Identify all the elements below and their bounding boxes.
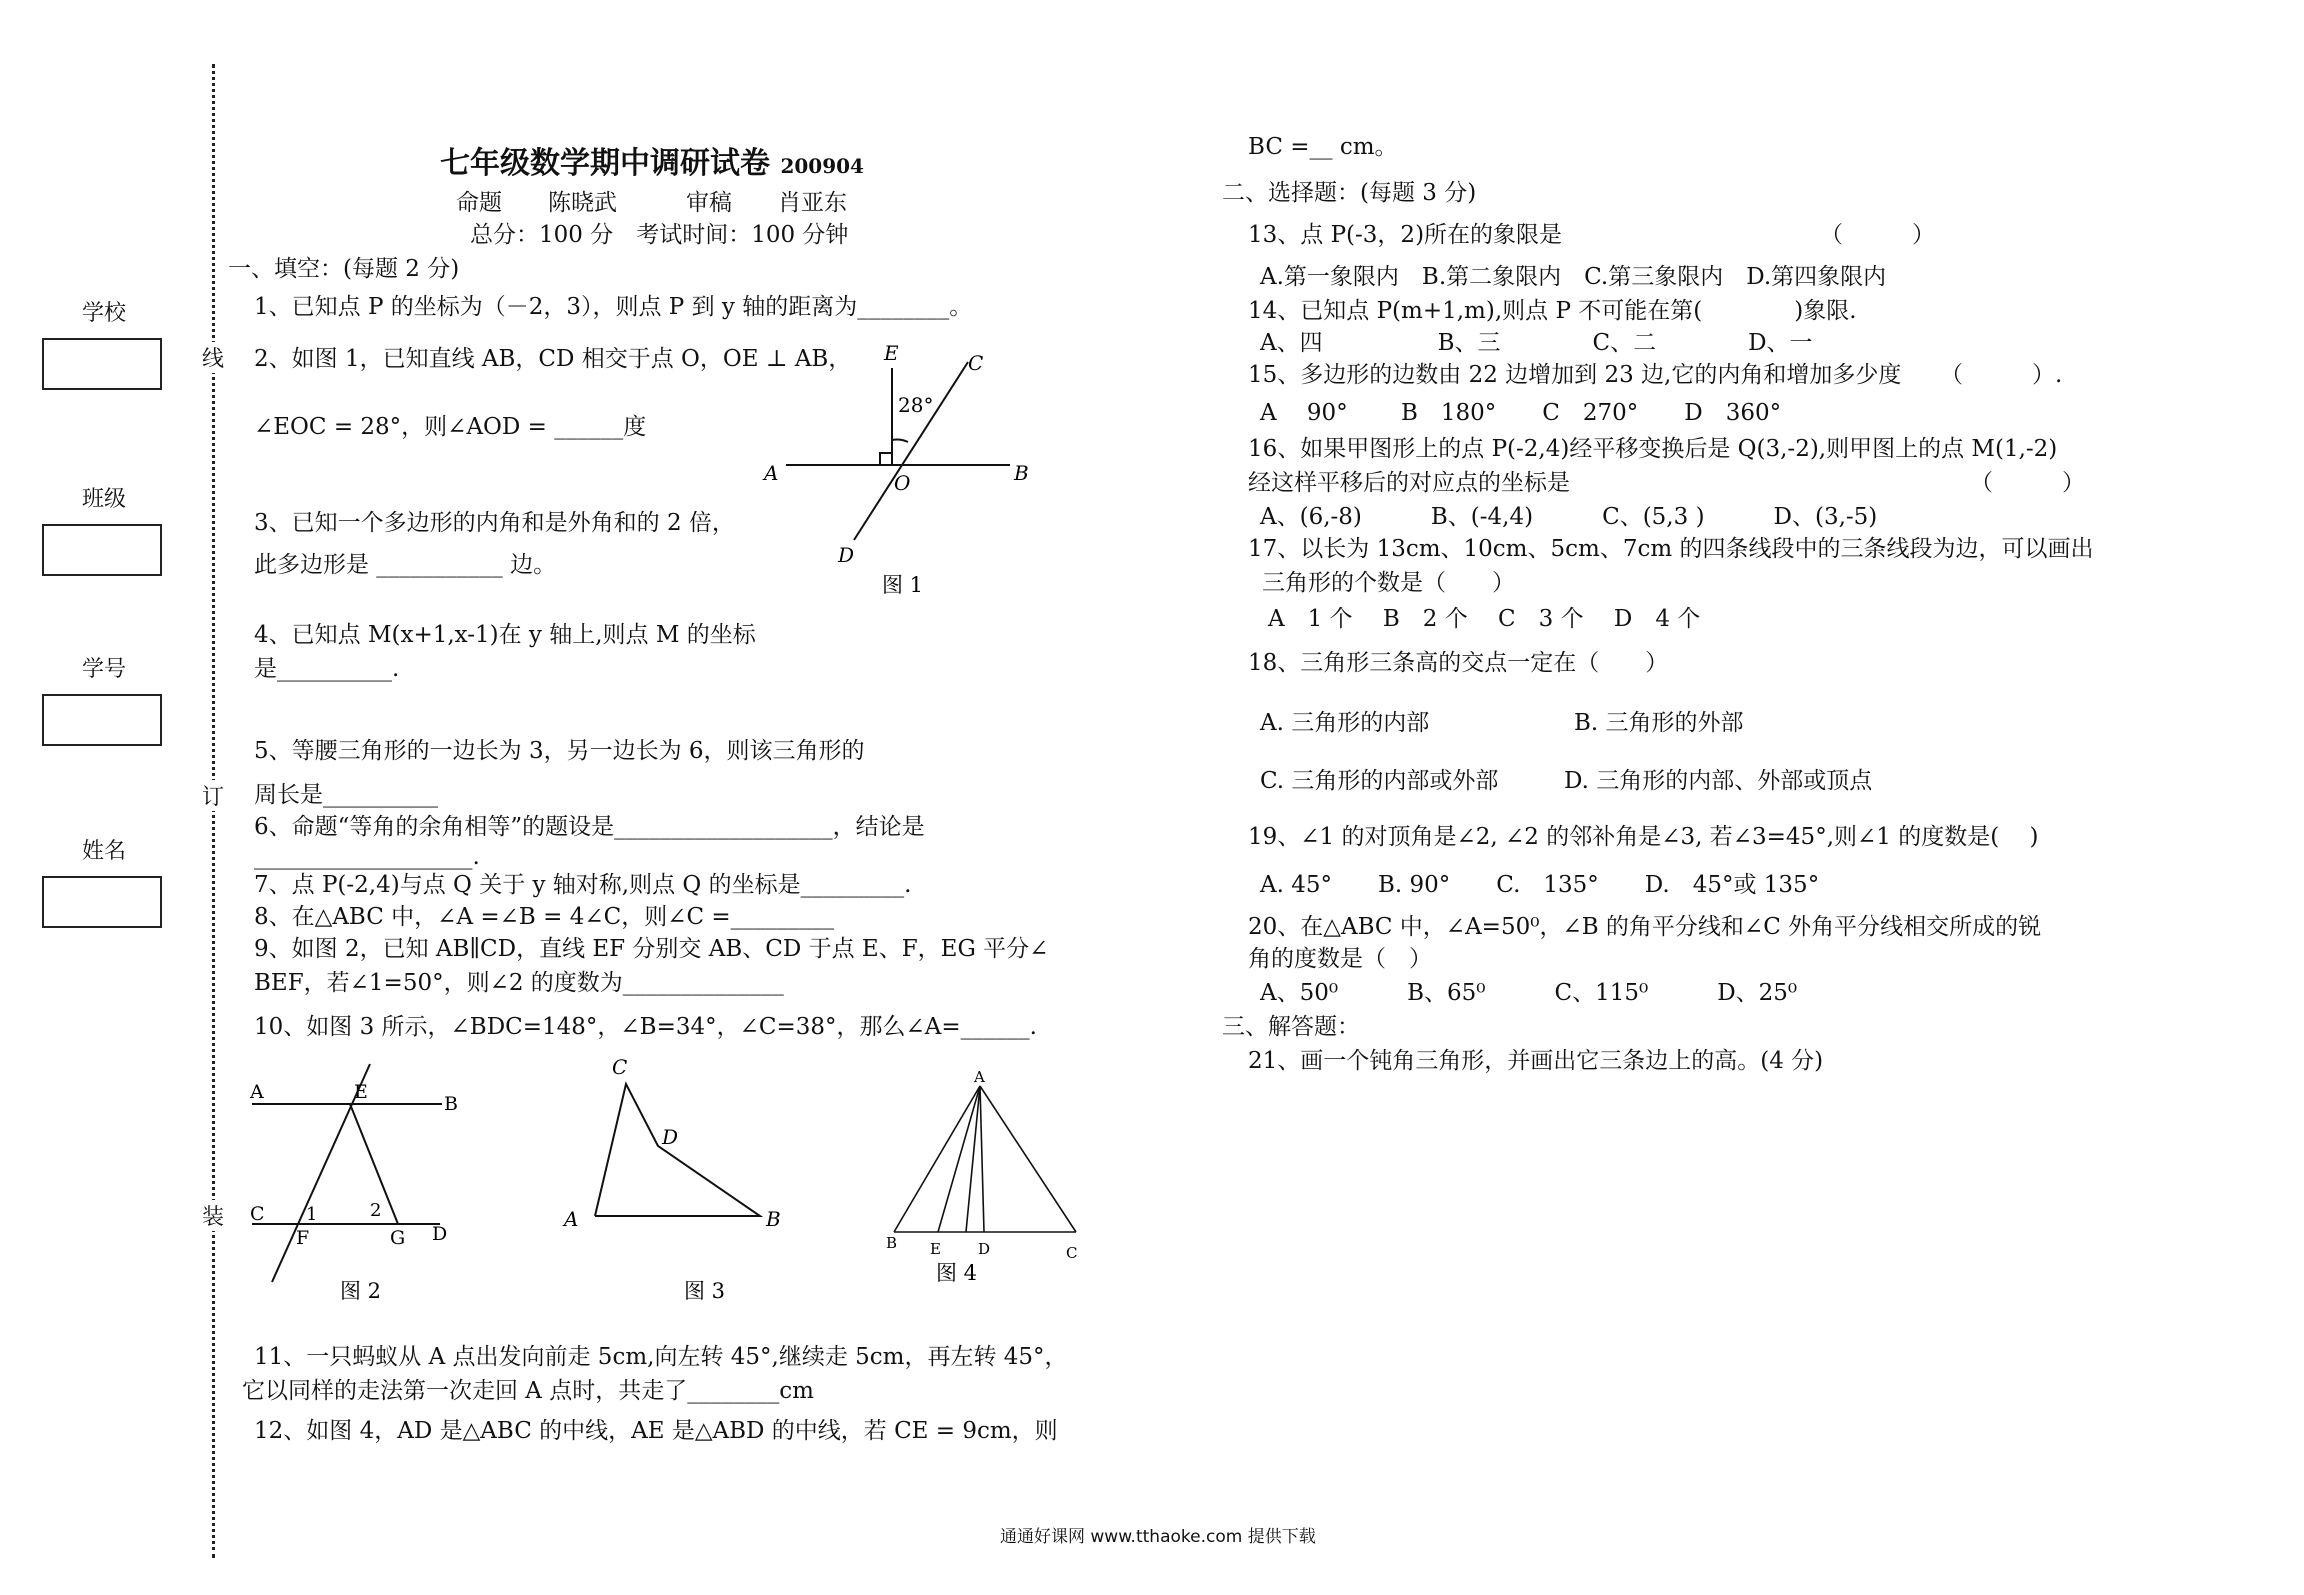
q12-line2: BC =__ cm。 <box>1248 134 1398 160</box>
q7: 7、点 P(-2,4)与点 Q 关于 y 轴对称,则点 Q 的坐标是_________. <box>254 872 912 898</box>
figure-1 <box>750 340 1050 600</box>
fig3-label-a: A <box>564 1207 579 1231</box>
title-text: 七年级数学期中调研试卷 <box>440 146 770 181</box>
q18-option-b: B. 三角形的外部 <box>1574 710 1744 736</box>
fig1-label-o: O <box>894 471 911 495</box>
section3-heading: 三、解答题： <box>1222 1014 1360 1040</box>
fig2-label-a: A <box>250 1081 264 1103</box>
fig4-caption: 图 4 <box>936 1261 978 1285</box>
q15-paren: （ ）. <box>1940 362 2063 388</box>
fig2-label-b: B <box>444 1093 458 1115</box>
fig4-label-e: E <box>930 1240 941 1258</box>
fig3-caption: 图 3 <box>684 1279 726 1303</box>
q18-option-c: C. 三角形的内部或外部 <box>1260 768 1499 794</box>
fig2-label-g: G <box>390 1227 406 1249</box>
q3-line1: 3、已知一个多边形的内角和是外角和的 2 倍， <box>254 510 735 536</box>
class-label: 班级 <box>82 487 127 512</box>
fig4-label-a: A <box>974 1068 985 1086</box>
q13-paren: （ ） <box>1820 222 1935 248</box>
student-no-box[interactable] <box>42 694 162 746</box>
gutter-char-pack: 装 <box>202 1200 224 1231</box>
fig3-label-b: B <box>766 1207 781 1231</box>
page-title <box>440 138 864 182</box>
fig2-label-e: E <box>354 1081 368 1103</box>
q11-line2: 它以同样的走法第一次走回 A 点时，共走了________cm <box>242 1378 814 1404</box>
figure-2 <box>240 1050 480 1310</box>
figure-4 <box>880 1066 1090 1296</box>
footer: 通通好课网 www.tthaoke.com 提供下载 <box>1000 1527 1316 1547</box>
q16-line1: 16、如果甲图形上的点 P(-2,4)经平移变换后是 Q(3,-2),则甲图上的点 M(1,-2) <box>1248 436 2058 462</box>
q2-line1: 2、如图 1，已知直线 AB，CD 相交于点 O，OE ⊥ AB， <box>254 346 852 372</box>
q2-line2: ∠EOC = 28°，则∠AOD = ______度 <box>254 414 647 440</box>
q18-option-a: A. 三角形的内部 <box>1260 710 1430 736</box>
q18-option-d: D. 三角形的内部、外部或顶点 <box>1564 768 1873 794</box>
q13-options: A.第一象限内 B.第二象限内 C.第三象限内 D.第四象限内 <box>1260 264 1887 290</box>
q11-line1: 11、一只蚂蚁从 A 点出发向前走 5cm,向左转 45°,继续走 5cm，再左转 45°， <box>254 1344 1068 1370</box>
fig4-label-d: D <box>978 1240 991 1258</box>
student-no-label: 学号 <box>82 657 127 682</box>
q5-line2: 周长是__________ <box>254 782 438 808</box>
fig3-label-d: D <box>662 1125 679 1149</box>
q6-line1: 6、命题“等角的余角相等”的题设是___________________，结论是 <box>254 814 925 840</box>
fig1-line-cd <box>854 362 968 540</box>
fig4-label-b: B <box>886 1234 898 1252</box>
fig2-label-f: F <box>296 1227 310 1249</box>
q16-line2: 经这样平移后的对应点的坐标是 <box>1248 470 1570 496</box>
q8: 8、在△ABC 中，∠A =∠B = 4∠C，则∠C =_________ <box>254 904 835 930</box>
fig2-label-d: D <box>432 1223 448 1245</box>
figure-3 <box>550 1040 800 1310</box>
fig1-angle-label: 28° <box>898 393 934 417</box>
name-label: 姓名 <box>82 839 127 864</box>
fig1-angle-arc <box>892 439 908 442</box>
section2-heading: 二、选择题：(每题 3 分) <box>1222 180 1477 206</box>
q6-line2: ___________________. <box>254 844 480 870</box>
gutter-char-line: 线 <box>202 342 224 373</box>
fig1-label-c: C <box>968 351 984 375</box>
q4-line2: 是__________. <box>254 656 400 682</box>
q20-line1: 20、在△ABC 中，∠A=50⁰，∠B 的角平分线和∠C 外角平分线相交所成的锐 <box>1248 914 2042 940</box>
fig1-label-e: E <box>884 341 899 365</box>
exam-meta: 总分：100 分 考试时间：100 分钟 <box>470 222 849 248</box>
school-label: 学校 <box>82 301 127 326</box>
fig1-label-a: A <box>764 461 779 485</box>
q4-line1: 4、已知点 M(x+1,x-1)在 y 轴上,则点 M 的坐标 <box>254 622 756 648</box>
fig1-label-b: B <box>1014 461 1029 485</box>
fig2-caption: 图 2 <box>340 1279 382 1303</box>
fig1-right-angle <box>880 453 892 465</box>
class-box[interactable] <box>42 524 162 576</box>
gutter-char-bind: 订 <box>202 780 224 811</box>
binding-line <box>212 64 215 1558</box>
q3-line2: 此多边形是 ___________ 边。 <box>254 552 557 578</box>
q15: 15、多边形的边数由 22 边增加到 23 边,它的内角和增加多少度 <box>1248 362 1902 388</box>
fig4-label-c: C <box>1066 1244 1078 1262</box>
q9-line2: BEF，若∠1=50°，则∠2 的度数为______________ <box>254 970 784 996</box>
fig3-label-c: C <box>612 1055 628 1079</box>
q20-options: A、50⁰ B、65⁰ C、115⁰ D、25⁰ <box>1260 980 1798 1006</box>
q14: 14、已知点 P(m+1,m),则点 P 不可能在第( )象限. <box>1248 298 1857 324</box>
q10: 10、如图 3 所示，∠BDC=148°，∠B=34°，∠C=38°，那么∠A=______. <box>254 1014 1037 1040</box>
q16-options: A、(6,-8) B、(-4,4) C、(5,3 ) D、(3,-5) <box>1260 504 1878 530</box>
q13: 13、点 P(-3，2)所在的象限是 <box>1248 222 1563 248</box>
q14-options: A、四 B、三 C、二 D、一 <box>1260 330 1813 356</box>
q17-line1: 17、以长为 13cm、10cm、5cm、7cm 的四条线段中的三条线段为边，可以画出 <box>1248 536 2094 562</box>
q17-line2: 三角形的个数是（ ） <box>1262 570 1515 596</box>
q18: 18、三角形三条高的交点一定在（ ） <box>1248 650 1669 676</box>
q5-line1: 5、等腰三角形的一边长为 3，另一边长为 6，则该三角形的 <box>254 738 865 764</box>
authors-line: 命题 陈晓武 审稿 肖亚东 <box>456 190 847 216</box>
q15-options: A 90° B 180° C 270° D 360° <box>1260 400 1782 426</box>
title-code: 200904 <box>780 154 864 178</box>
school-box[interactable] <box>42 338 162 390</box>
section1-heading: 一、填空：(每题 2 分) <box>228 256 460 282</box>
fig1-caption: 图 1 <box>882 573 924 597</box>
q16-paren: （ ） <box>1970 470 2085 496</box>
fig2-label-c: C <box>250 1203 265 1225</box>
q1: 1、已知点 P 的坐标为（－2，3），则点 P 到 y 轴的距离为________。 <box>254 294 973 320</box>
fig2-label-1: 1 <box>306 1204 318 1225</box>
fig4-median-ad <box>980 1086 984 1232</box>
q12-line1: 12、如图 4，AD 是△ABC 的中线，AE 是△ABD 的中线，若 CE = 9cm，则 <box>254 1418 1058 1444</box>
fig4-side-ac <box>980 1086 1076 1232</box>
q19: 19、∠1 的对顶角是∠2, ∠2 的邻补角是∠3, 若∠3=45°,则∠1 的度数是( ) <box>1248 824 2039 850</box>
q21: 21、画一个钝角三角形，并画出它三条边上的高。(4 分) <box>1248 1048 1824 1074</box>
q9-line1: 9、如图 2，已知 AB∥CD，直线 EF 分别交 AB、CD 于点 E、F，EG 平分∠ <box>254 936 1049 962</box>
q19-options: A. 45° B. 90° C. 135° D. 45°或 135° <box>1260 872 1820 898</box>
q17-options: A 1 个 B 2 个 C 3 个 D 4 个 <box>1268 606 1701 632</box>
q20-line2: 角的度数是（ ） <box>1248 946 1432 972</box>
fig1-label-d: D <box>838 543 855 567</box>
fig3-polyline <box>595 1084 760 1216</box>
fig4-side-ab <box>894 1086 980 1232</box>
name-box[interactable] <box>42 876 162 928</box>
fig2-label-2: 2 <box>370 1200 382 1221</box>
